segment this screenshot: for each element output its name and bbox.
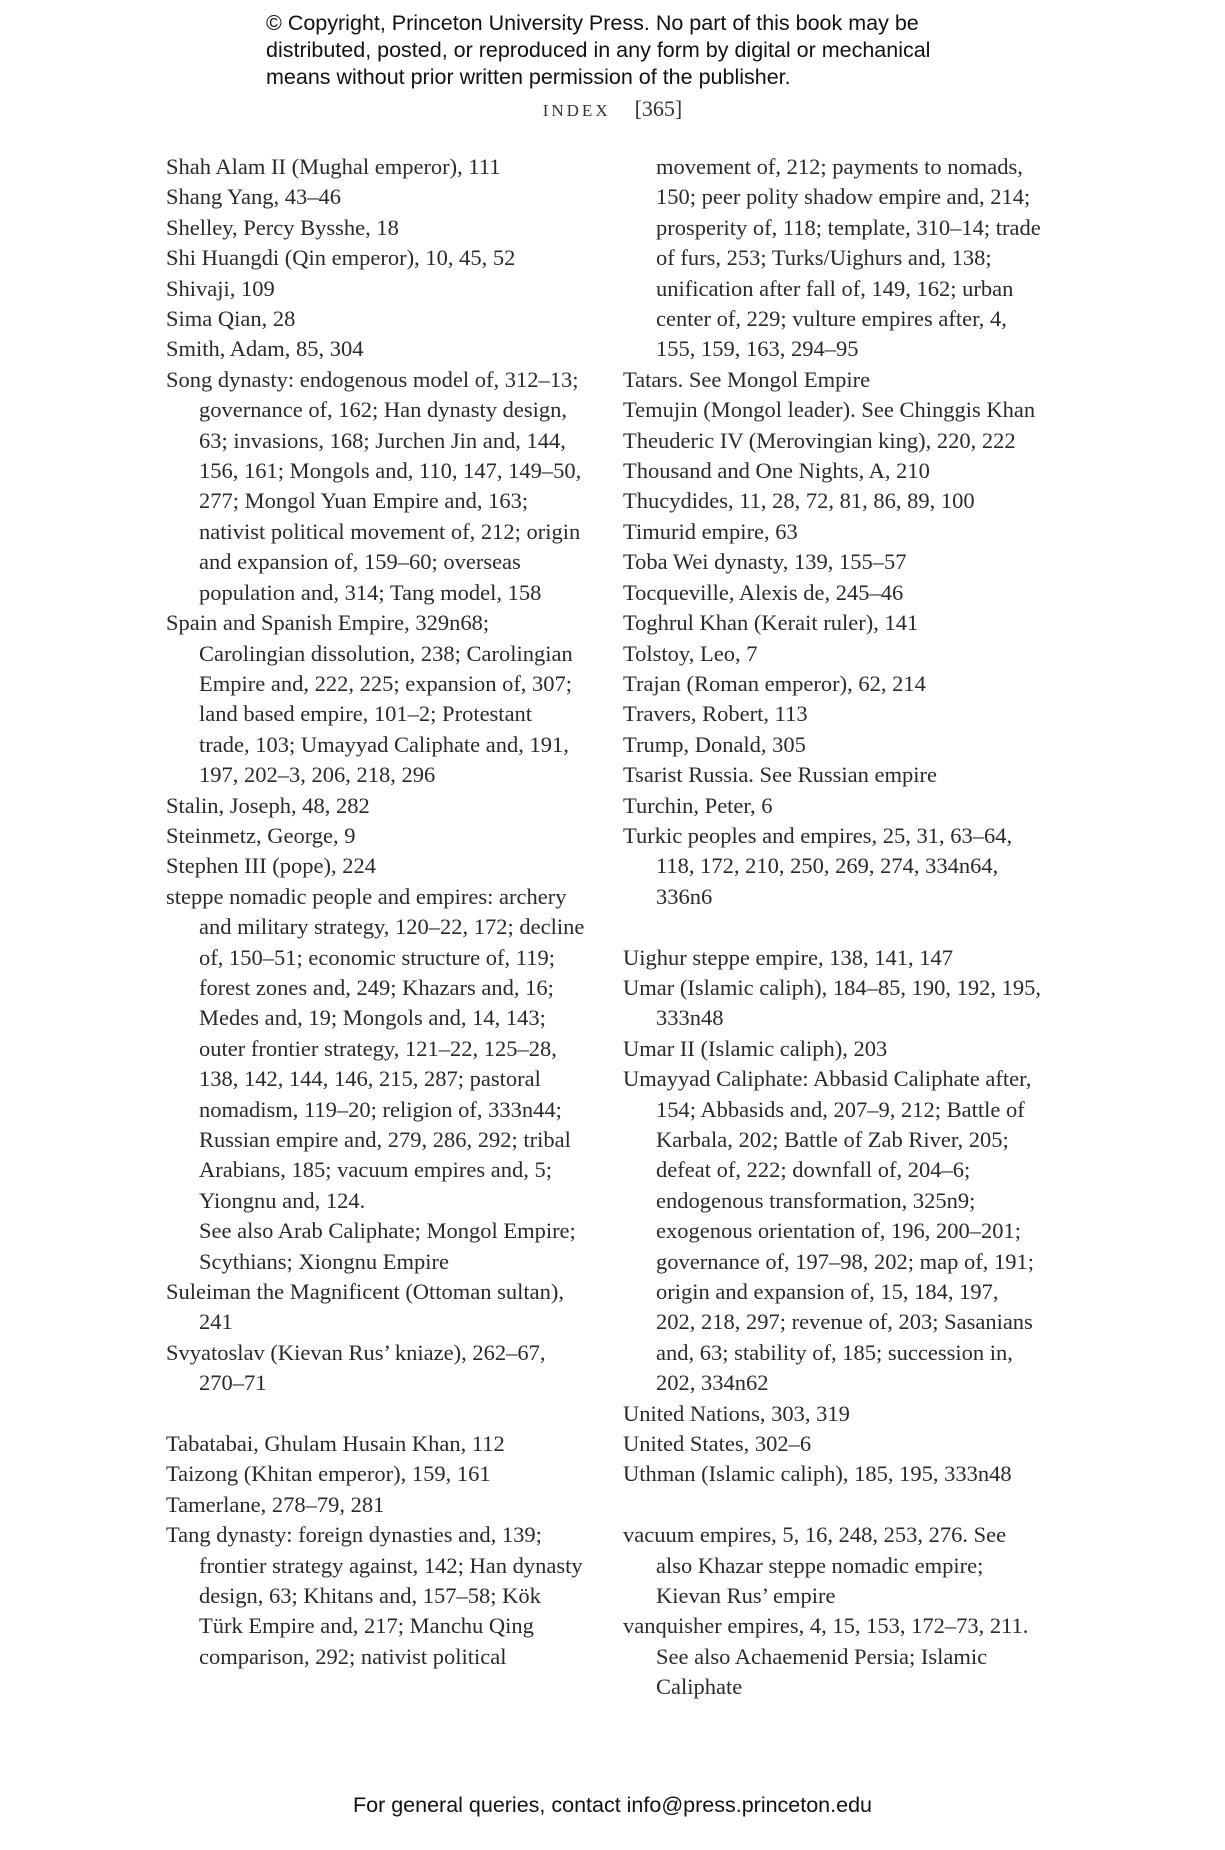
page-number: [365] [634,96,683,121]
index-entry: Thucydides, 11, 28, 72, 81, 86, 89, 100 [623,488,975,514]
index-entry: Stephen III (pope), 224 [166,853,376,879]
index-entry: Trajan (Roman emperor), 62, 214 [623,670,926,696]
index-entry-continued: movement of, 212; payments to nomads, 150; peer polity shadow empire and, 214; prosperity of, 118; template, 310–14; trade of furs, 253; Turks/Uighurs and, 138; unification after fall of, 149, 162; urban center of, 229; vulture empires after, 4, 155, 159, 163, 294–95 [656,154,1041,362]
index-entry: Song dynasty: endogenous model of, 312–13; governance of, 162; Han dynasty design, 63; invasions, 168; Jurchen Jin and, 144, 156, 161; Mongols and, 110, 147, 149–50, 277; Mongol Yuan Empire and, 163; nativist political movement of, 212; origin and expansion of, 159–60; overseas population and, 314; Tang model, 158 [166,366,582,605]
index-column-left [166,152,586,1672]
index-entry: vanquisher empires, 4, 15, 153, 172–73, 211. See also Achaemenid Persia; Islamic Caliphate [623,1613,1029,1700]
running-head-label: INDEX [542,101,611,120]
index-entry: Tang dynasty: foreign dynasties and, 139; frontier strategy against, 142; Han dynasty design, 63; Khitans and, 157–58; Kök Türk Empire and, 217; Manchu Qing comparison, 292; nativist political [166,1522,583,1669]
index-entry: Umar II (Islamic caliph), 203 [623,1035,888,1061]
index-entry: Shang Yang, 43–46 [166,184,342,210]
index-entry: Smith, Adam, 85, 304 [166,336,364,362]
index-entry: Tolstoy, Leo, 7 [623,640,758,666]
index-entry-see-also: See also Arab Caliphate; Mongol Empire; Scythians; Xiongnu Empire [199,1218,576,1274]
index-entry: vacuum empires, 5, 16, 248, 253, 276. See also Khazar steppe nomadic empire; Kievan Rus’ empire [623,1522,1007,1609]
index-entry: Shelley, Percy Bysshe, 18 [166,214,399,240]
copyright-line: means without prior written permission of the publisher. [266,65,791,89]
index-entry: Tatars. See Mongol Empire [623,366,871,392]
index-entry: Thousand and One Nights, A, 210 [623,458,930,484]
index-entry: Uighur steppe empire, 138, 141, 147 [623,944,953,970]
index-entry: Turchin, Peter, 6 [623,792,773,818]
index-entry: Uthman (Islamic caliph), 185, 195, 333n48 [623,1461,1012,1487]
index-entry: United Nations, 303, 319 [623,1400,850,1426]
copyright-line: distributed, posted, or reproduced in any form by digital or mechanical [266,38,931,62]
copyright-notice [266,10,1026,91]
index-entry: Tamerlane, 278–79, 281 [166,1491,385,1517]
index-entry: Umar (Islamic caliph), 184–85, 190, 192, 195, 333n48 [623,974,1042,1031]
index-entry: Turkic peoples and empires, 25, 31, 63–64, 118, 172, 210, 250, 269, 274, 334n64, 336n6 [623,822,1013,909]
index-entry: Toghrul Khan (Kerait ruler), 141 [623,610,919,636]
index-entry: Toba Wei dynasty, 139, 155–57 [623,549,907,575]
index-column-right [623,152,1043,1703]
index-entry: Timurid empire, 63 [623,518,798,544]
running-head [0,96,1225,122]
index-entry: Steinmetz, George, 9 [166,822,356,848]
index-entry: Tabatabai, Ghulam Husain Khan, 112 [166,1431,505,1457]
index-entry: Shah Alam II (Mughal emperor), 111 [166,154,501,179]
index-entry: Shi Huangdi (Qin emperor), 10, 45, 52 [166,245,516,271]
index-entry: Umayyad Caliphate: Abbasid Caliphate after, 154; Abbasids and, 207–9, 212; Battle of Karbala, 202; Battle of Zab River, 205; defeat of, 222; downfall of, 204–6; endogenous transformation, 325n9; exogenous orientation of, 196, 200–201; governance of, 197–98, 202; map of, 191; origin and expansion of, 15, 184, 197, 202, 218, 297; revenue of, 203; Sasanians and, 63; stability of, 185; succession in, 202, 334n62 [623,1066,1035,1396]
footer-contact: For general queries, contact info@press.princeton.edu [352,1793,872,1817]
copyright-line: © Copyright, Princeton University Press. No part of this book may be [266,11,919,35]
index-entry: Temujin (Mongol leader). See Chinggis Khan [623,397,1036,423]
letter-gap [623,1490,1043,1520]
index-entry: Trump, Donald, 305 [623,731,806,757]
index-entry: Sima Qian, 28 [166,306,296,332]
index-entry: steppe nomadic people and empires: archery and military strategy, 120–22, 172; decline of, 150–51; economic structure of, 119; forest zones and, 249; Khazars and, 16; Medes and, 19; Mongols and, 14, 143; outer frontier strategy, 121–22, 125–28, 138, 142, 144, 146, 215, 287; pastoral nomadism, 119–20; religion of, 333n44; Russian empire and, 279, 286, 292; tribal Arabians, 185; vacuum empires and, 5; Yiongnu and, 124. [166,883,585,1213]
index-entry: Tocqueville, Alexis de, 245–46 [623,579,904,605]
letter-gap [623,912,1043,942]
index-entry: Shivaji, 109 [166,275,275,301]
index-entry: Taizong (Khitan emperor), 159, 161 [166,1461,491,1487]
index-entry: Tsarist Russia. See Russian empire [623,762,938,788]
index-entry: Stalin, Joseph, 48, 282 [166,792,370,818]
index-entry: Theuderic IV (Merovingian king), 220, 222 [623,427,1016,453]
index-entry: Suleiman the Magnificent (Ottoman sultan), 241 [166,1279,565,1335]
index-entry: Spain and Spanish Empire, 329n68; Carolingian dissolution, 238; Carolingian Empire and, 222, 225; expansion of, 307; land based empire, 101–2; Protestant trade, 103; Umayyad Caliphate and, 191, 197, 202–3, 206, 218, 296 [166,610,573,788]
index-entry: Svyatoslav (Kievan Rus’ kniaze), 262–67, 270–71 [166,1339,546,1396]
letter-gap [166,1399,586,1429]
index-entry: United States, 302–6 [623,1431,812,1457]
index-entry: Travers, Robert, 113 [623,701,808,727]
